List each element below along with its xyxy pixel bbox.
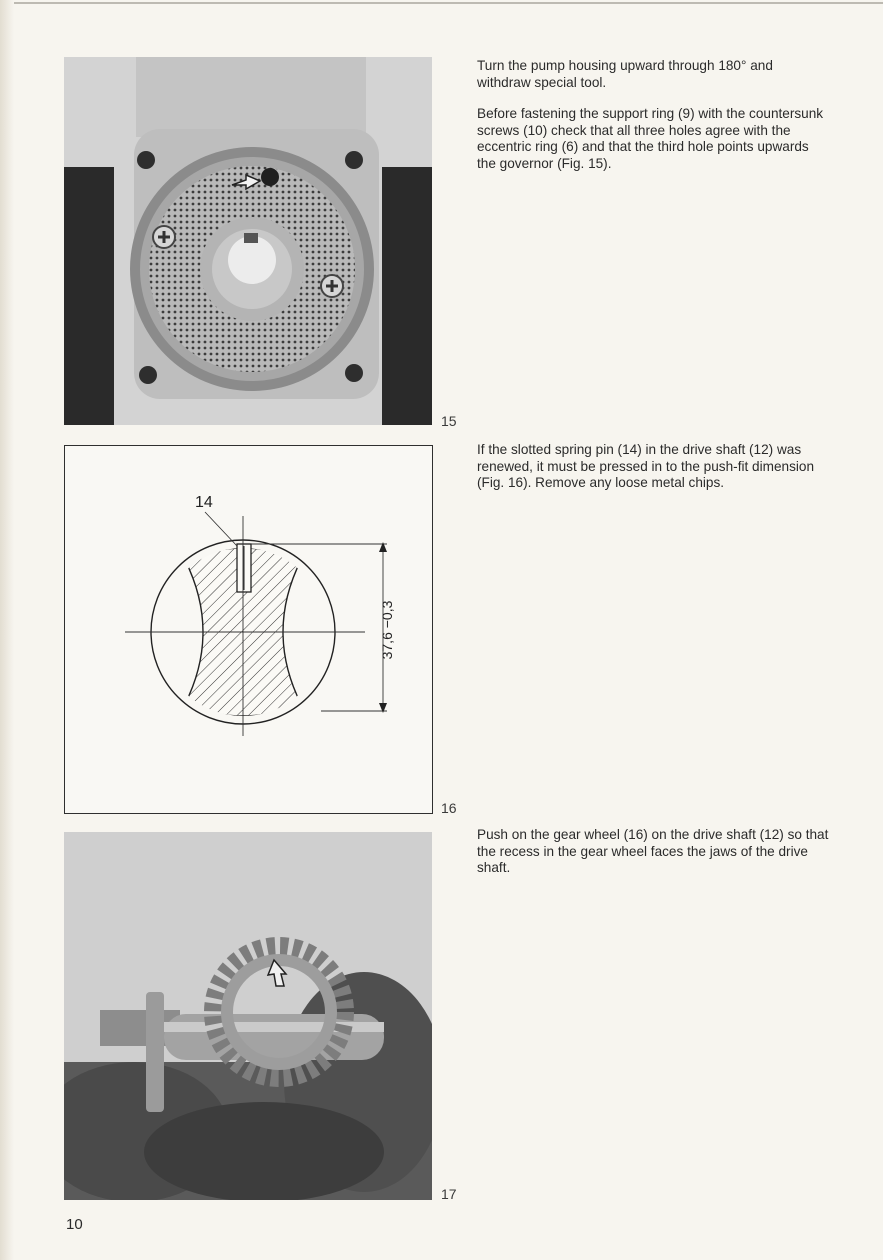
figure-17-photo [64,832,432,1200]
pump-housing-illustration [64,57,432,425]
figure-16-number: 16 [441,800,457,816]
paragraph-spring-pin: If the slotted spring pin (14) in the drive shaft (12) was renewed, it must be pressed in to the push-fit dimension (Fig. 16). Remove any loose metal chips. [477,442,815,491]
figure-15-photo [64,57,432,425]
pin-callout-label: 14 [195,494,213,511]
paragraph-turn-housing: Turn the pump housing upward through 180° and withdraw special tool. [477,58,773,90]
paragraph-support-ring: Before fastening the support ring (9) with the countersunk screws (10) check that all three holes agree with the eccentric ring (6) and that the third hole points upwards the governor (Fig. 15). [477,106,824,171]
page-edge [0,0,14,1260]
gear-wheel-illustration [64,832,432,1200]
dimension-label: 37,6 −0,3 [379,600,395,660]
page-number: 10 [66,1216,83,1233]
drive-shaft-section-drawing [65,446,432,813]
paragraph-gear-wheel: Push on the gear wheel (16) on the drive shaft (12) so that the recess in the gear wheel faces the jaws of the drive shaft. [477,827,829,876]
figure-16-drawing [64,445,433,814]
top-rule [0,2,883,4]
figure-15-number: 15 [441,413,457,429]
figure-17-number: 17 [441,1186,457,1202]
